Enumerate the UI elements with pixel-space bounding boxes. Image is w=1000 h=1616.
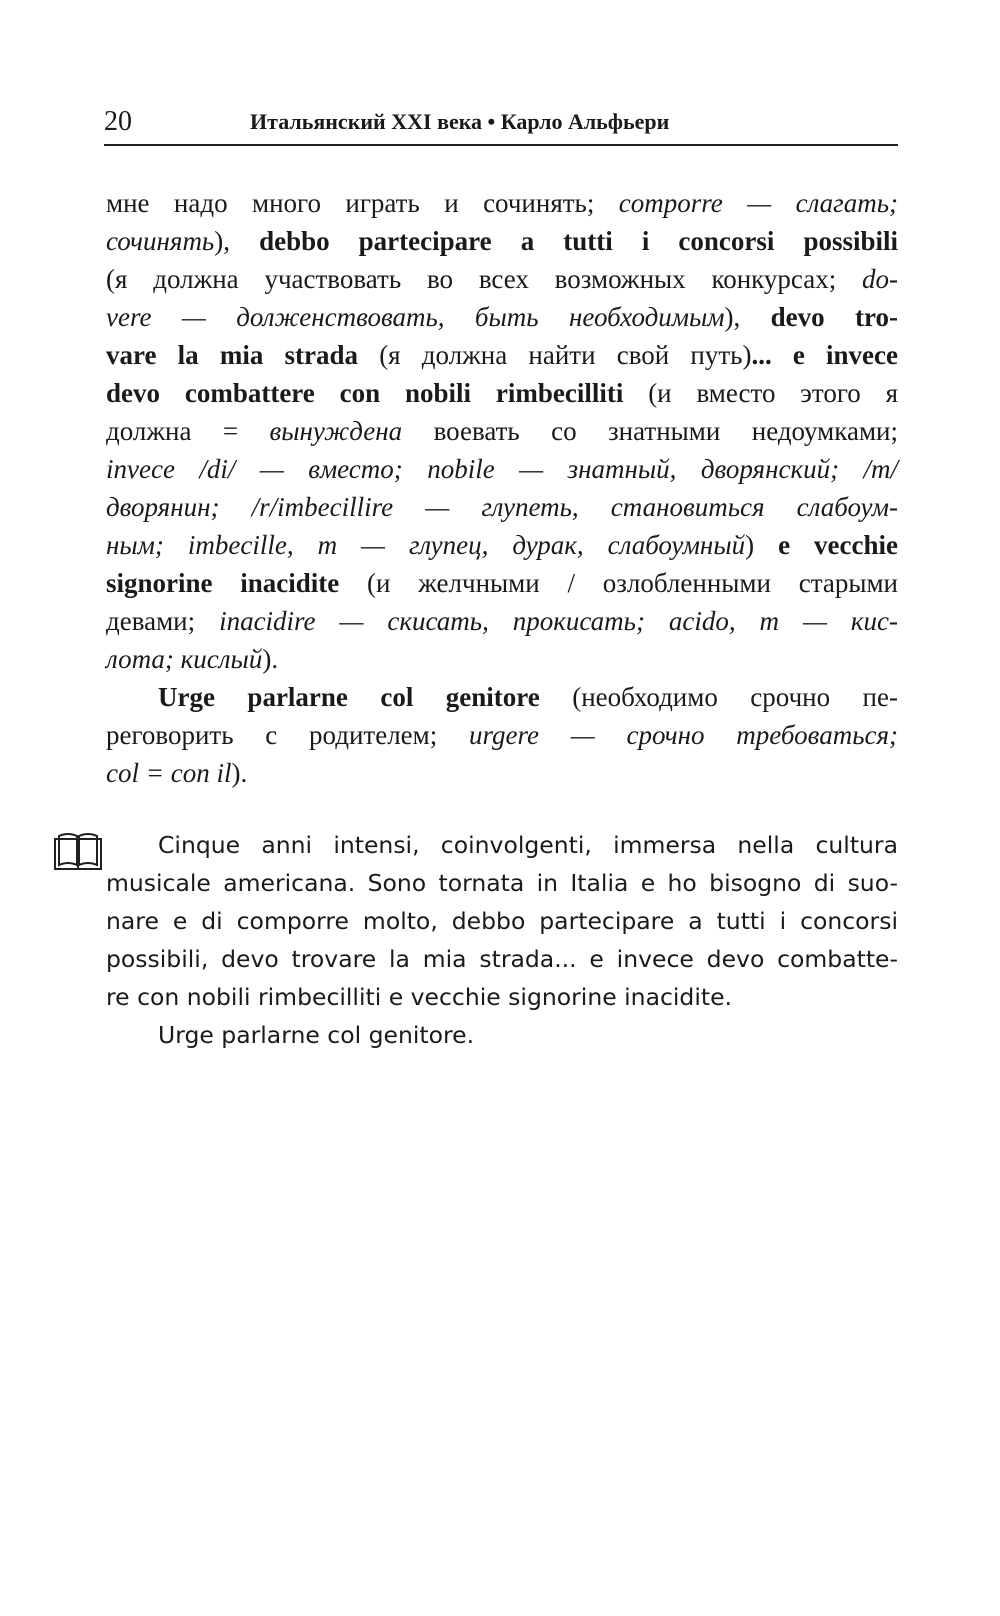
translation-text: ).	[262, 644, 279, 674]
translation-note: do-	[862, 264, 898, 294]
translation-note: сочинять	[106, 226, 215, 256]
italian-phrase: e vecchie	[778, 530, 899, 560]
commentary-line	[106, 412, 898, 450]
translation-note: comporre — слагать;	[618, 188, 898, 218]
vocabulary-commentary	[106, 184, 898, 792]
page-number: 20	[104, 106, 132, 137]
translation-text: ),	[724, 302, 771, 332]
passage-line: Urge parlarne col genitore.	[158, 1021, 475, 1049]
open-book-icon	[52, 832, 104, 872]
translation-text: девами;	[106, 606, 220, 636]
translation-text: )	[745, 530, 779, 560]
commentary-line	[106, 602, 898, 640]
passage-line: nare e di comporre molto, debbo partecipare a tutti i concorsi	[106, 907, 898, 935]
translation-note: col = con il	[106, 758, 232, 788]
passage-line: musicale americana. Sono tornata in Italia e ho bisogno di suo-	[106, 869, 898, 897]
commentary-line	[106, 336, 898, 374]
translation-note: inacidire — скисать, прокисать; acido, m — кис-	[219, 606, 898, 636]
passage-line: possibili, devo trovare la mia strada... e invece devo combatte-	[106, 945, 898, 973]
commentary-line	[106, 222, 898, 260]
translation-text: (я должна найти свой путь)	[358, 340, 752, 370]
commentary-line	[106, 716, 898, 754]
commentary-line	[106, 450, 898, 488]
translation-text: ),	[214, 226, 260, 256]
running-title: Итальянский XXI века • Карло Альфьери	[250, 109, 670, 134]
translation-text: реговорить с родителем;	[106, 720, 469, 750]
italian-phrase: signorine inacidite	[106, 568, 340, 598]
italian-phrase: debbo partecipare a tutti i concorsi possibili	[259, 226, 899, 256]
translation-note: urgere — срочно требоваться;	[469, 720, 899, 750]
translation-note: лота; кислый	[106, 644, 263, 674]
passage-line: re con nobili rimbecilliti e vecchie signorine inacidite.	[106, 983, 733, 1011]
translation-note: вынуждена	[269, 416, 403, 446]
italian-phrase: devo combattere con nobili rimbecilliti	[106, 378, 624, 408]
translation-text: (необходимо срочно пе-	[539, 682, 898, 712]
italian-phrase: devo tro-	[770, 302, 898, 332]
commentary-line	[106, 488, 898, 526]
translation-text: должна =	[106, 416, 270, 446]
translation-note: дворянин; /r/imbecillire — глупеть, становиться слабоум-	[106, 492, 898, 522]
commentary-line	[106, 298, 898, 336]
translation-text: (и вместо этого я	[623, 378, 898, 408]
commentary-line	[106, 754, 898, 792]
commentary-line	[106, 526, 898, 564]
commentary-line	[106, 260, 898, 298]
commentary-line	[106, 184, 898, 222]
commentary-line	[106, 678, 898, 716]
page-header	[104, 104, 898, 146]
translation-note: vere — долженствовать, быть необходимым	[106, 302, 725, 332]
translation-text: (и желчными / озлобленными старыми	[339, 568, 898, 598]
passage-line: Cinque anni intensi, coinvolgenti, immersa nella cultura	[158, 831, 898, 859]
translation-note: ным; imbecille, m — глупец, дурак, слабоумный	[106, 530, 746, 560]
commentary-line	[106, 564, 898, 602]
italian-phrase: ... e invece	[751, 340, 898, 370]
commentary-line	[106, 374, 898, 412]
translation-text: воевать со знатными недоумками;	[402, 416, 898, 446]
italian-phrase: vare la mia strada	[106, 340, 359, 370]
original-text-passage	[106, 826, 898, 1054]
italian-phrase: Urge parlarne col genitore	[158, 682, 540, 712]
translation-text: (я должна участвовать во всех возможных конкурсах;	[106, 264, 862, 294]
commentary-line	[106, 640, 898, 678]
translation-text: ).	[231, 758, 248, 788]
translation-text: мне надо много играть и сочинять;	[106, 188, 619, 218]
translation-note: invece /di/ — вместо; nobile — знатный, дворянский; /m/	[106, 454, 898, 484]
